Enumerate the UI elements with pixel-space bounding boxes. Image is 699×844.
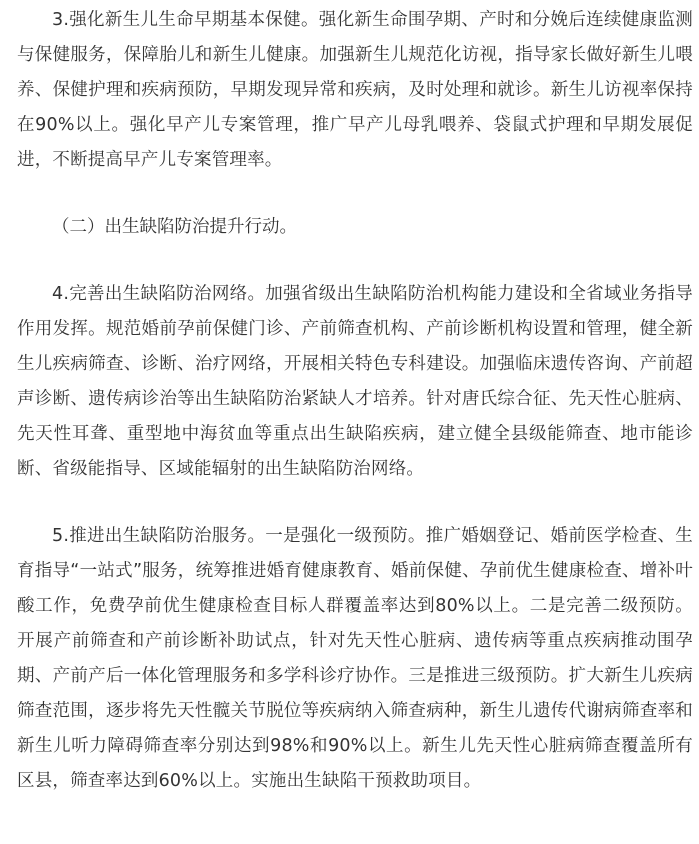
paragraph-newborn-care: 3.强化新生儿生命早期基本保健。强化新生命围孕期、产时和分娩后连续健康监测与保健服务，保障胎儿和新生儿健康。加强新生儿规范化访视，指导家长做好新生儿喂养、保健护理和疾病预防，早期发现异常和疾病，及时处理和就诊。新生儿访视率保持在90%以上。强化早产儿专案管理，推广早产儿母乳喂养、袋鼠式护理和早期发展促进，不断提高早产儿专案管理率。	[17, 10, 693, 170]
paragraph-prevention-services: 5.推进出生缺陷防治服务。一是强化一级预防。推广婚姻登记、婚前医学检查、生育指导“一站式”服务，统筹推进婚育健康教育、婚前保健、孕前优生健康检查、增补叶酸工作，免费孕前优生健康检查目标人群覆盖率达到80%以上。二是完善二级预防。开展产前筛查和产前诊断补助试点，针对先天性心脏病、遗传病等重点疾病推动围孕期、产前产后一体化管理服务和多学科诊疗协作。三是推进三级预防。扩大新生儿疾病筛查范围，逐步将先天性髋关节脱位等疾病纳入筛查病种，新生儿遗传代谢病筛查率和新生儿听力障碍筛查率分别达到98%和90%以上。新生儿先天性心脏病筛查覆盖所有区县，筛查率达到60%以上。实施出生缺陷干预救助项目。	[17, 526, 693, 791]
paragraph-prevention-network: 4.完善出生缺陷防治网络。加强省级出生缺陷防治机构能力建设和全省域业务指导作用发挥。规范婚前孕前保健门诊、产前筛查机构、产前诊断机构设置和管理，健全新生儿疾病筛查、诊断、治疗网络，开展相关特色专科建设。加强临床遗传咨询、产前超声诊断、遗传病诊治等出生缺陷防治紧缺人才培养。针对唐氏综合征、先天性心脏病、先天性耳聋、重型地中海贫血等重点出生缺陷疾病，建立健全县级能筛查、地市能诊断、省级能指导、区域能辐射的出生缺陷防治网络。	[17, 284, 693, 479]
document-body	[17, 0, 693, 799]
section-heading-birth-defects: （二）出生缺陷防治提升行动。	[52, 217, 297, 237]
